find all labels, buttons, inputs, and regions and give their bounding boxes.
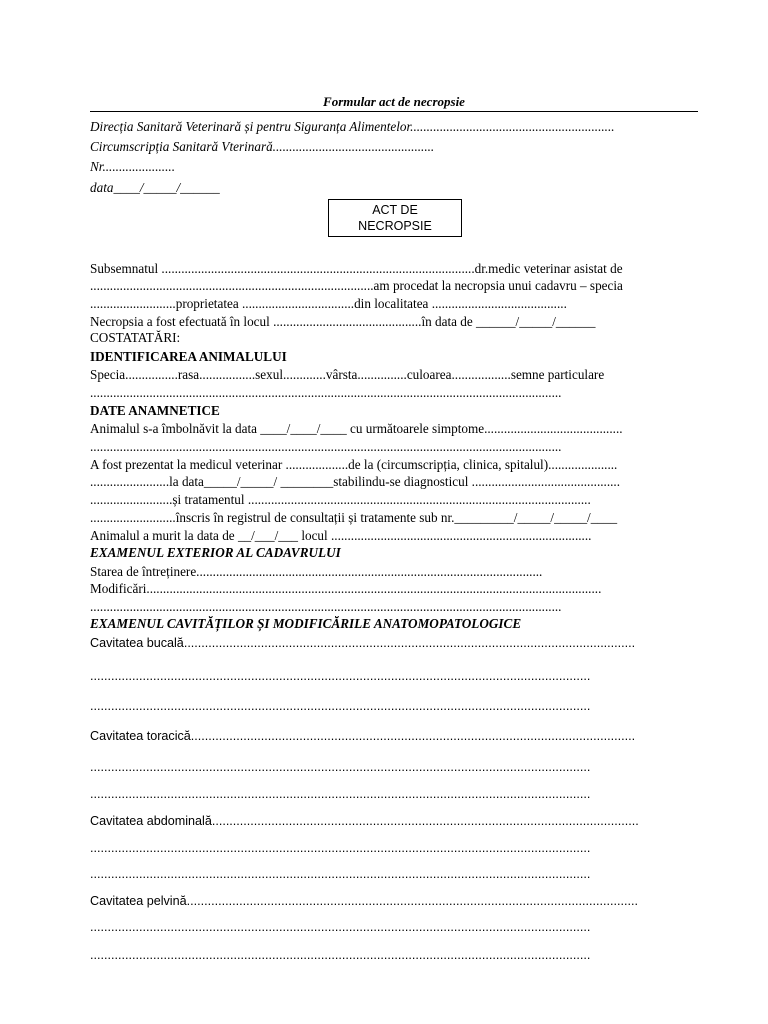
toracica-dots-2: ............................................................................................................................................... — [90, 787, 591, 801]
abdominala-dots-1: ............................................................................................................................................... — [90, 841, 591, 855]
form-title: Formular act de necropsie — [323, 94, 465, 109]
cavitatea-bucala-line: Cavitatea bucală................................................................................................................................. — [90, 636, 636, 650]
anamnestice-line-7: Animalul a murit la data de __/___/___ locul ............................................................................... — [90, 528, 592, 543]
pelvina-dots-1: ............................................................................................................................................... — [90, 920, 591, 934]
cavitatea-pelvina-line: Cavitatea pelvină................................................................................................................................. — [90, 894, 638, 908]
cavitatea-toracica-line: Cavitatea toracică............................................................................................................................... — [90, 729, 636, 743]
pelvina-dots-2: ............................................................................................................................................... — [90, 948, 591, 962]
anamnestice-line-4: ........................la data_____/_____/ ________stabilindu-se diagnosticul ............................................. — [90, 474, 621, 489]
anamnestice-heading: DATE ANAMNETICE — [90, 403, 220, 418]
bucala-dots-1: ............................................................................................................................................... — [90, 669, 591, 683]
cavitatea-abdominala-line: Cavitatea abdominală.......................................................................................................................... — [90, 814, 639, 828]
exterior-heading: EXAMENUL EXTERIOR AL CADAVRULUI — [90, 545, 341, 560]
anamnestice-line-3: A fost prezentat la medicul veterinar ...................de la (circumscripția, clinica, spitalul)..................... — [90, 457, 618, 472]
exterior-line-2: Modificări.......................................................................................................................................... — [90, 581, 602, 596]
identificare-line-2: ............................................................................................................................................... — [90, 385, 562, 400]
box-line-2: NECROPSIE — [358, 219, 432, 233]
cavitati-heading: EXAMENUL CAVITĂȚILOR ȘI MODIFICĂRILE ANATOMOPATOLOGICE — [90, 616, 522, 631]
intro-line-3: ..........................proprietatea ..................................din localitatea ......................................... — [90, 296, 567, 311]
data-line: data____/_____/______ — [90, 180, 220, 195]
abdominala-dots-2: ............................................................................................................................................... — [90, 867, 591, 881]
directia-line: Direcția Sanitară Veterinară și pentru Siguranța Alimentelor.............................................................. — [90, 119, 615, 134]
anamnestice-line-6: ..........................înscris în registrul de consultații și tratamente sub nr._________/_____/_____/____ — [90, 510, 618, 525]
title-underline — [90, 111, 698, 112]
circumscriptia-line: Circumscripția Sanitară Vterinară................................................. — [90, 139, 435, 154]
anamnestice-line-2: ............................................................................................................................................... — [90, 439, 562, 454]
box-line-1: ACT DE — [372, 203, 418, 217]
anamnestice-line-1: Animalul s-a îmbolnăvit la data ____/____/____ cu următoarele simptome.......................................... — [90, 421, 623, 436]
nr-line: Nr...................... — [90, 159, 175, 174]
identificare-heading: IDENTIFICAREA ANIMALULUI — [90, 349, 287, 364]
exterior-line-1: Starea de întreținere......................................................................................................... — [90, 564, 543, 579]
act-de-necropsie-box — [328, 199, 462, 237]
intro-line-5: COSTATATĂRI: — [90, 330, 181, 345]
toracica-dots-1: ............................................................................................................................................... — [90, 760, 591, 774]
intro-line-1: Subsemnatul ...............................................................................................dr.medic veterinar asistat de — [90, 261, 623, 276]
bucala-dots-2: ............................................................................................................................................... — [90, 699, 591, 713]
exterior-line-3: ............................................................................................................................................... — [90, 599, 562, 614]
intro-line-2: ......................................................................................am procedat la necropsia unui cadavru – specia — [90, 278, 623, 293]
intro-line-4: Necropsia a fost efectuată în locul .............................................în data de ______/_____/______ — [90, 314, 596, 329]
identificare-line-1: Specia................rasa.................sexul.............vârsta...............culoarea..................semne particulare — [90, 367, 605, 382]
anamnestice-line-5: .........................și tratamentul ........................................................................................................ — [90, 492, 591, 507]
